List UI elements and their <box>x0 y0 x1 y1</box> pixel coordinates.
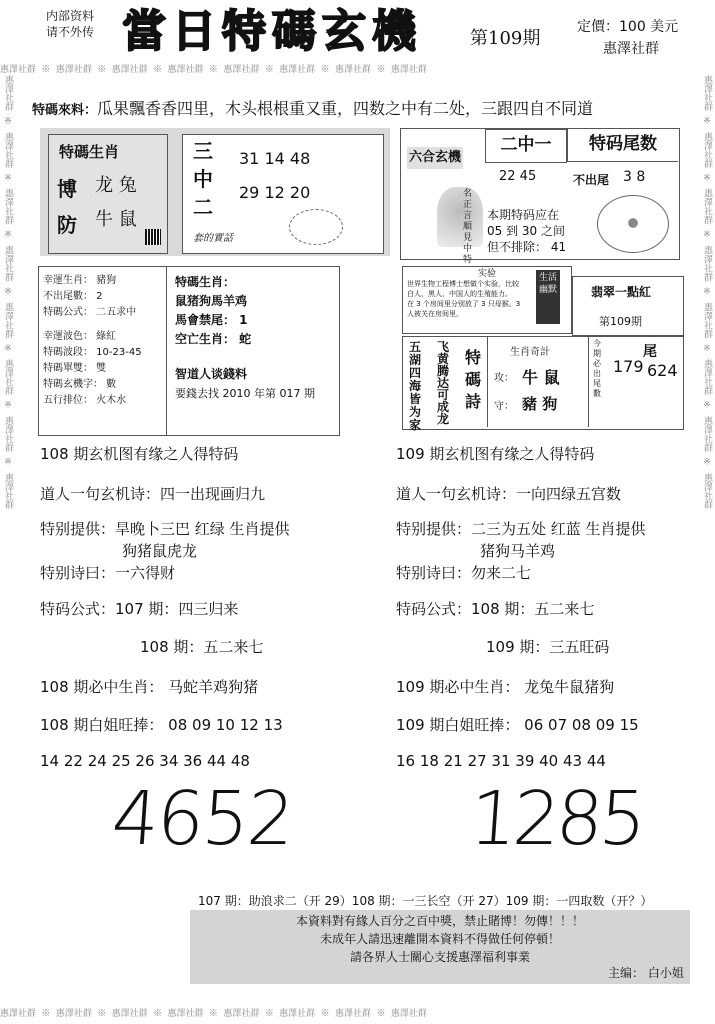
erzhongyi-nums: 22 45 <box>499 169 537 184</box>
erzhongyi-panel <box>400 128 680 265</box>
sanzhonger-row1: 31 14 48 <box>239 149 311 168</box>
lucky-color: 幸運波色： 綠紅 <box>43 331 117 342</box>
poem-title: 特碼詩 <box>465 348 482 411</box>
weishu-title: 特码尾数 <box>567 129 678 162</box>
riddle-text: 瓜果飄香香四里，木头根根重又重，四数之中有二处，三跟四自不同道 <box>97 99 594 118</box>
left-formula-108: 108 期：五二来七 <box>140 638 264 656</box>
left-numbers: 14 22 24 25 26 34 36 44 48 <box>40 752 250 770</box>
right-baijie-109: 109 期白姐旺捧： 06 07 08 09 15 <box>396 716 639 734</box>
left-special-zodiac: 狗猪鼠虎龙 <box>122 542 198 560</box>
shengxiao-box <box>48 134 168 254</box>
right-formula-109: 109 期：三五旺码 <box>486 638 610 656</box>
tema-talk: 智道人谈錢料 <box>175 367 248 381</box>
liuhe-label: 六合玄機 <box>407 147 463 169</box>
right-zodiac-109: 109 期必中生肖： 龙兔牛鼠猪狗 <box>396 678 615 696</box>
range-line-3: 但不排除： 41 <box>487 240 567 254</box>
sanzhonger-foot: 套的實話 <box>193 233 233 244</box>
notice-line-2: 请不外传 <box>46 25 95 39</box>
feicui-issue: 第109期 <box>599 315 642 328</box>
lucky-list <box>38 266 170 436</box>
poem-col-2: 飞黄腾达可成龙 <box>437 340 450 426</box>
deity-figure-icon <box>437 187 483 247</box>
riddle-line <box>32 96 593 119</box>
stamp-seal-icon <box>289 209 343 245</box>
shengxiao-r1-value: 龙 兔 <box>95 175 137 196</box>
border-strip-bottom: 惠澤社群 ※ 惠澤社群 ※ 惠澤社群 ※ 惠澤社群 ※ 惠澤社群 ※ 惠澤社群 ※ 惠澤社群 ※ 惠澤社群 <box>0 1009 427 1019</box>
feicui-box <box>572 276 684 336</box>
wei-title: 今期必出尾數 <box>593 339 601 398</box>
shiyan-text-3: 在 3 个房间里分别放了 3 只母猴。3 <box>407 300 521 308</box>
notice-2: 未成年人請迅速離開本資料不得做任何停頓！ <box>319 932 560 946</box>
feicui-title: 翡翠一點紅 <box>591 285 652 299</box>
plan-attack-value: 牛 鼠 <box>522 368 560 387</box>
shengxiao-r2-label: 防 <box>57 213 77 237</box>
weishu-label: 不出尾 <box>573 173 610 187</box>
erzhongyi-range <box>487 207 566 255</box>
issue-number: 第109期 <box>470 28 541 49</box>
flower-emblem-icon <box>622 212 644 234</box>
shiyan-text-4: 人被关在房间里。 <box>407 310 463 318</box>
shiyan-tag: 生活幽默 <box>536 270 560 324</box>
plan-defend-value: 豬 狗 <box>522 395 558 413</box>
page-title: 當日特碼玄機 <box>122 6 422 57</box>
right-poem: 道人一句玄机诗：一向四绿五宫数 <box>396 485 622 503</box>
shiyan-text-2: 白人、黑人、中国人的生殖能力。 <box>407 290 512 298</box>
tail-nums: 624 <box>647 361 678 380</box>
right-special: 特别提供：二三为五处 红蓝 生肖提供 <box>396 520 646 538</box>
border-strip-right: 惠澤社群 ※ 惠澤社群 ※ 惠澤社群 ※ 惠澤社群 ※ 惠澤社群 ※ 惠澤社群 ※ 惠澤社群 ※ 惠澤社群 <box>702 75 712 509</box>
tema-label: 特碼生肖： <box>175 275 236 289</box>
weishu-nums: 3 8 <box>623 169 646 185</box>
lucky-word: 特碼玄機字： 數 <box>43 379 117 390</box>
plan-title: 生肖奇計 <box>510 347 550 358</box>
poem-box <box>402 336 684 430</box>
range-line-1: 本期特码应在 <box>487 208 560 222</box>
tema-banned-tail: 馬會禁尾： 1 <box>175 313 248 327</box>
footer-notices <box>190 912 690 966</box>
tema-box <box>166 266 340 436</box>
left-formula-107: 特码公式：107 期：四三归来 <box>40 600 239 618</box>
sanzhonger-box <box>182 134 384 254</box>
notice-line-1: 内部资料 <box>46 9 95 23</box>
shengxiao-title: 特碼生肖 <box>59 143 120 161</box>
lucky-wave: 特碼波段： 10-23-45 <box>43 347 142 358</box>
left-zodiac-108: 108 期必中生肖： 马蛇羊鸡狗猪 <box>40 678 259 696</box>
seal-icon <box>597 195 669 253</box>
wei-nums: 179 <box>613 357 644 376</box>
lucky-zodiac: 幸運生肖： 豬狗 <box>43 275 117 286</box>
range-line-2: 05 到 30 之间 <box>487 224 565 238</box>
right-numbers: 16 18 21 27 31 39 40 43 44 <box>396 752 606 770</box>
plan-attack-label: 攻： <box>494 373 514 384</box>
border-strip-top: 惠澤社群 ※ 惠澤社群 ※ 惠澤社群 ※ 惠澤社群 ※ 惠澤社群 ※ 惠澤社群 ※ 惠澤社群 ※ 惠澤社群 <box>0 65 427 75</box>
barcode-icon <box>145 229 161 245</box>
left-poem: 道人一句玄机诗：四一出现画归九 <box>40 485 266 503</box>
tema-issue-ref: 要錢去找 2010 年第 017 期 <box>175 387 315 400</box>
right-special-zodiac: 猪狗马羊鸡 <box>480 542 556 560</box>
erzhongyi-side: 名正言順見中特 <box>463 189 473 265</box>
notice-1: 本資料對有緣人百分之百中獎，禁止賭博！勿傳！！！ <box>295 914 584 928</box>
shengxiao-r2-value: 牛 鼠 <box>95 209 137 230</box>
lucky-oddeven: 特碼單雙： 雙 <box>43 363 107 374</box>
erzhongyi-title: 二中一 <box>485 129 567 163</box>
shengxiao-plan <box>487 337 589 427</box>
tema-empty-zodiac: 空亡生肖： 蛇 <box>175 332 252 346</box>
sanzhonger-label: 三中二 <box>193 139 213 219</box>
right-handwritten: 1285 <box>466 776 646 862</box>
editor: 主编： 白小姐 <box>608 966 684 980</box>
border-strip-left: 惠澤社群 ※ 惠澤社群 ※ 惠澤社群 ※ 惠澤社群 ※ 惠澤社群 ※ 惠澤社群 ※ 惠澤社群 ※ 惠澤社群 <box>3 75 13 509</box>
publisher: 惠澤社群 <box>603 41 659 57</box>
left-special: 特别提供：旱晚卜三巴 红绿 生肖提供 <box>40 520 290 538</box>
right-formula-108: 特码公式：108 期：五二来七 <box>396 600 595 618</box>
sanzhonger-row2: 29 12 20 <box>239 183 311 202</box>
left-verse: 特别诗曰：一六得财 <box>40 564 176 582</box>
shiyan-text-1: 世界生物工程博士想做个实验，比较 <box>407 280 519 288</box>
notice-3: 請各界人士關心支援惠澤福利事業 <box>349 950 530 964</box>
shengxiao-r1-label: 博 <box>57 177 77 201</box>
lucky-tail: 不出尾數： 2 <box>43 291 103 302</box>
shiyan-title: 实验 <box>477 269 496 279</box>
riddle-label: 特碼來料： <box>32 103 98 118</box>
left-108-title: 108 期玄机图有缘之人得特码 <box>40 445 239 463</box>
left-handwritten: 4652 <box>108 776 296 862</box>
poem-col-1: 五湖四海皆为家 <box>409 340 422 432</box>
lucky-formula: 特碼公式： 二五求中 <box>43 307 137 318</box>
lucky-wuxing: 五行排位： 火木水 <box>43 395 127 406</box>
internal-notice <box>46 8 94 40</box>
left-baijie-108: 108 期白姐旺捧： 08 09 10 12 13 <box>40 716 283 734</box>
tail-title: 尾 <box>643 344 657 360</box>
right-109-title: 109 期玄机图有缘之人得特码 <box>396 445 595 463</box>
results-line: 107 期：助浪求二（开 29）108 期：一三长空（开 27）109 期：一四取数（开？） <box>198 894 653 908</box>
plan-defend-label: 守： <box>494 401 514 412</box>
price: 定價：100 美元 <box>577 19 679 35</box>
tema-value: 鼠猪狗馬羊鸡 <box>175 294 248 308</box>
right-verse: 特别诗曰：勿来二七 <box>396 564 532 582</box>
